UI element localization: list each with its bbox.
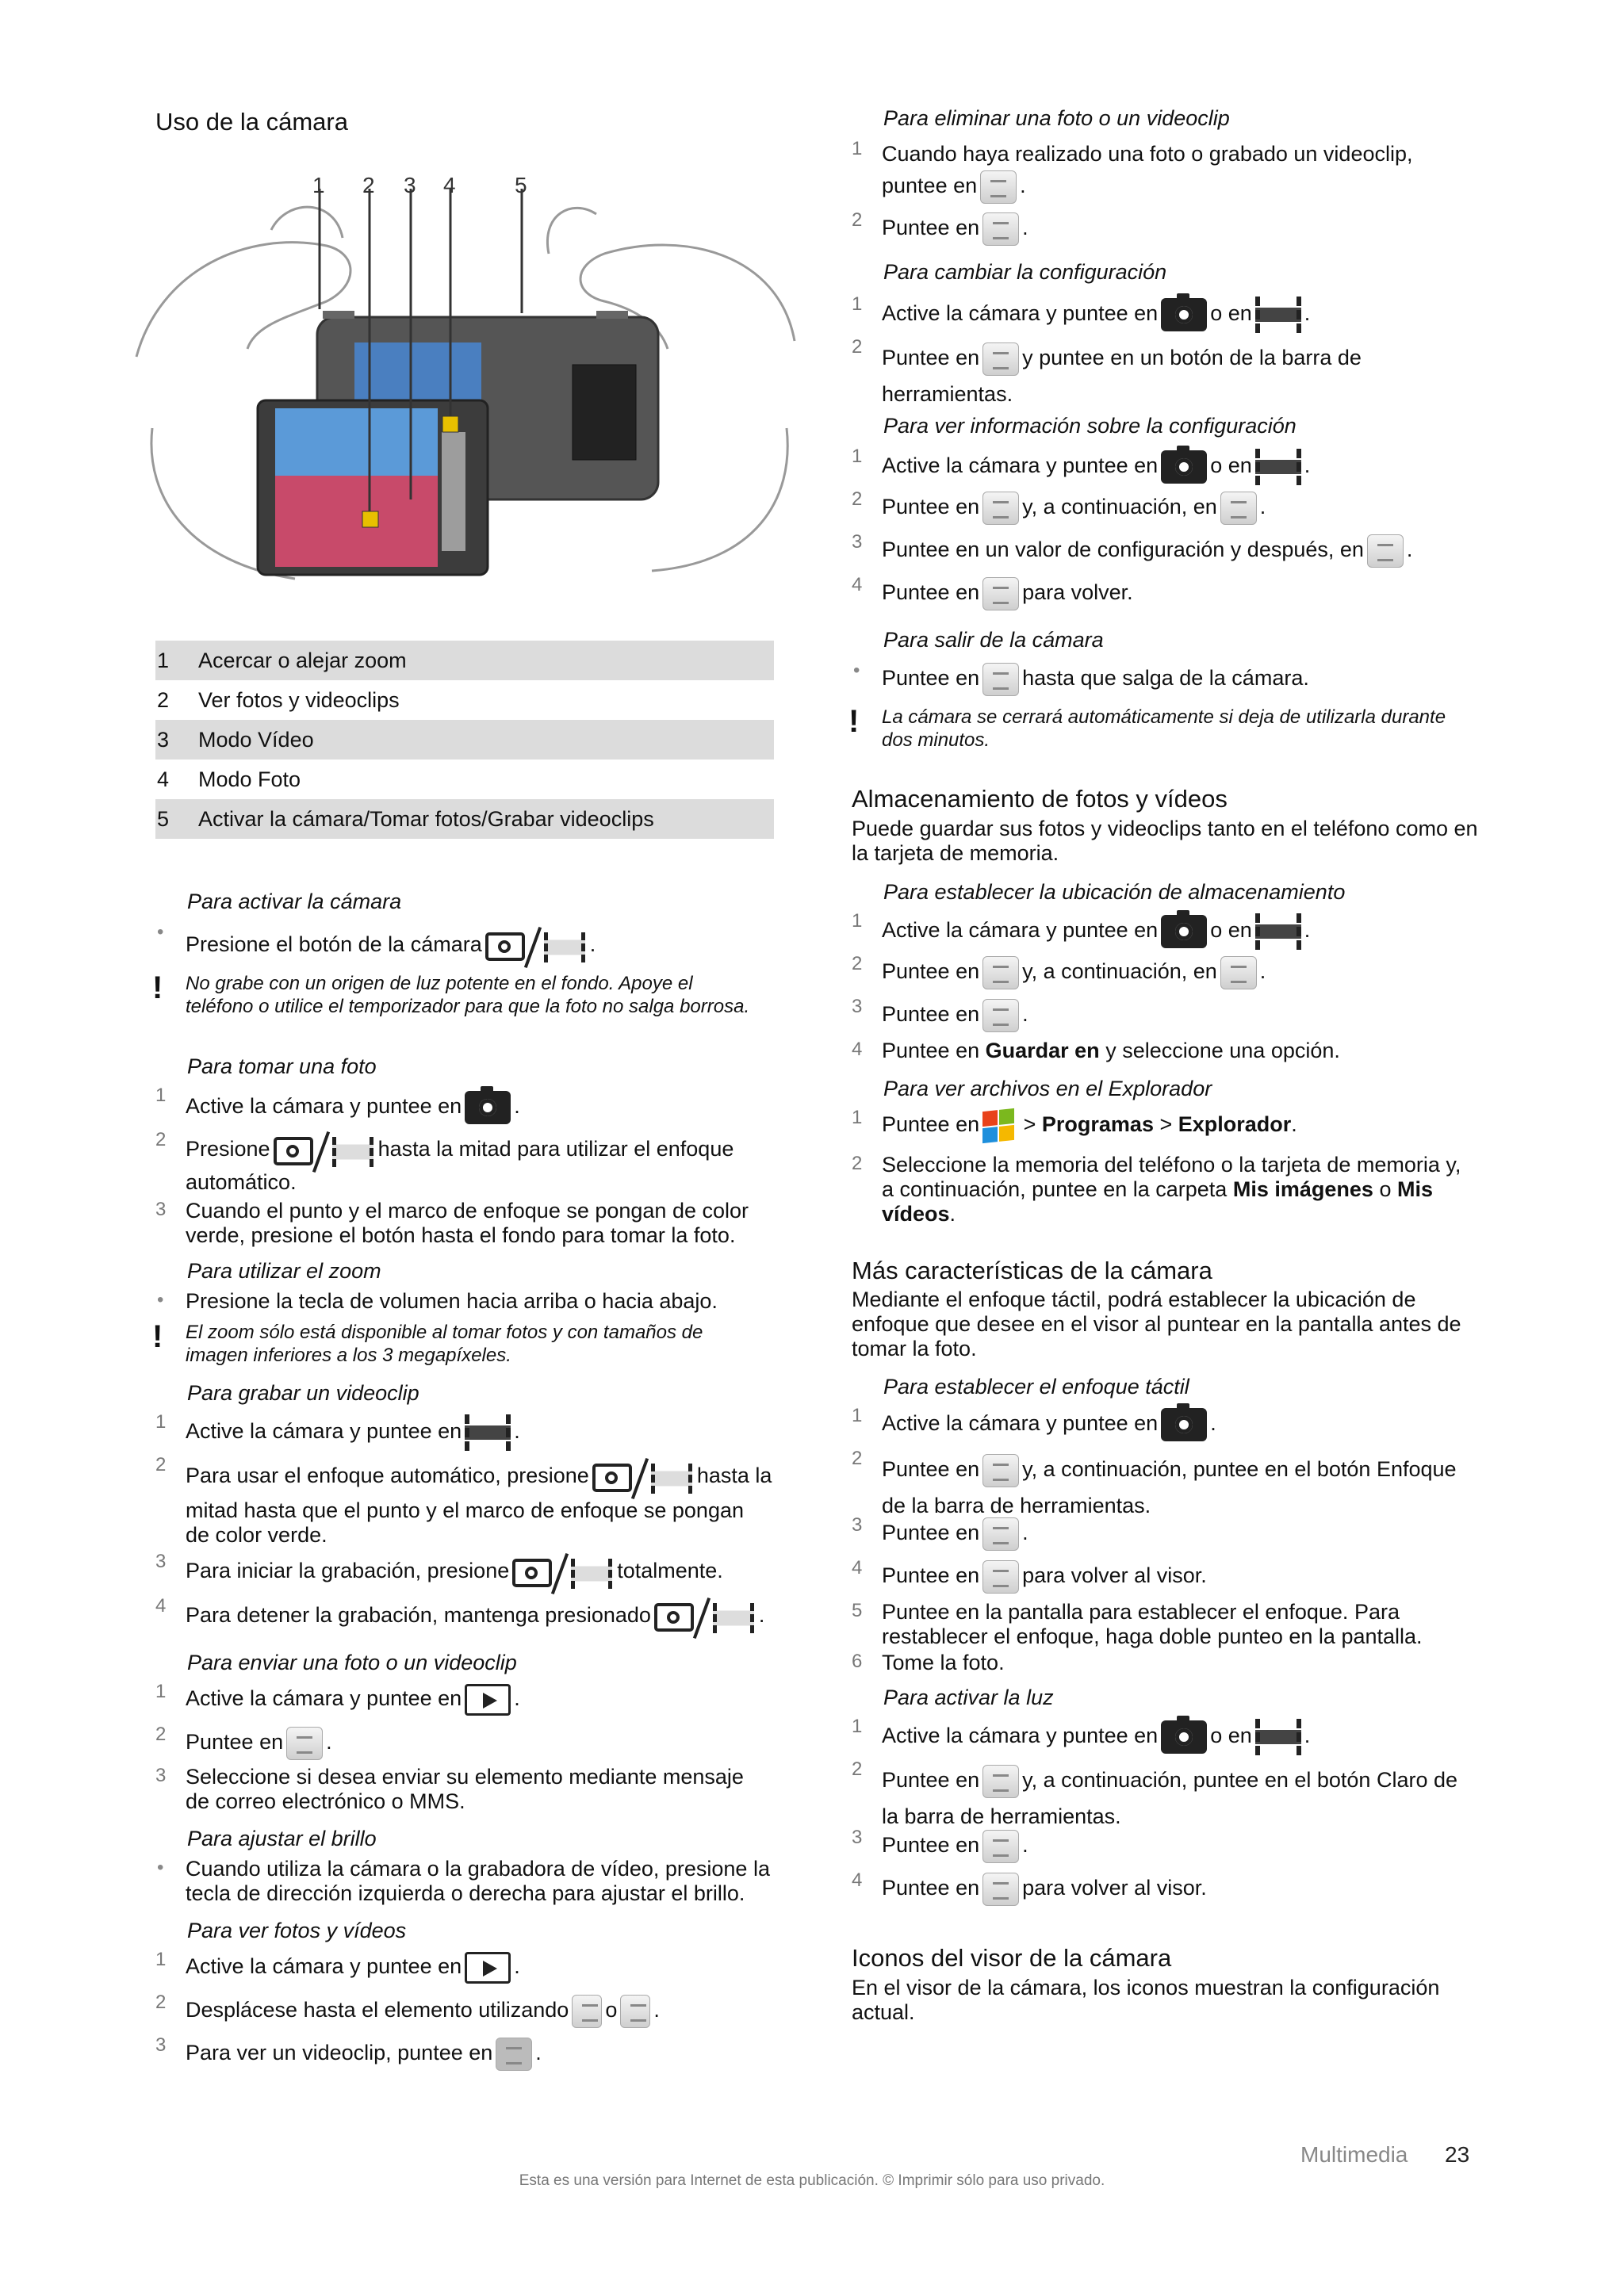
warning-note [152, 1319, 774, 1367]
step-text: Puntee en y, a continuación, en . [882, 492, 1266, 525]
subhead-config: Para cambiar la configuración [883, 260, 1167, 284]
step-text: Puntee en . [186, 1727, 332, 1760]
step-label: Seleccione la memoria del teléfono o la tarjeta de memoria y, a continuación, puntee en la carpeta [882, 1153, 1461, 1201]
back-icon[interactable] [982, 1873, 1019, 1906]
warning-note [848, 704, 1478, 752]
list-item: 4 Puntee en Guardar en y seleccione una opción. [852, 1039, 1340, 1062]
list-item: 4 Puntee en para volver al visor. [852, 1868, 1478, 1908]
intro-mas: Mediante el enfoque táctil, podrá establecer la ubicación de enfoque que desee en el visor al puntear en la pantalla antes de tomar la foto. [852, 1288, 1461, 1360]
step-label: hasta la mitad para utilizar el enfoque [377, 1137, 734, 1161]
list-item: 2 Seleccione la memoria del teléfono o la tarjeta de memoria y, a continuación, puntee en la carpeta Mis imágenes o Mis vídeos. [852, 1151, 1478, 1230]
list-item [155, 920, 774, 959]
step-text [882, 577, 1133, 610]
step-text: Active la cámara y puntee en o en . [882, 449, 1310, 485]
step-label: Puntee en [882, 580, 980, 605]
camera-icon[interactable] [465, 1091, 511, 1124]
back-icon[interactable] [982, 663, 1019, 696]
step-label: o en [1210, 1724, 1252, 1748]
step-text: Puntee en . [882, 1517, 1028, 1551]
video-mode-icon[interactable] [1255, 449, 1301, 485]
intro-iconos: En el visor de la cámara, los iconos muestran la configuración actual. [852, 1976, 1440, 2024]
list-item: 1 Active la cámara y puntee en . [852, 1403, 1478, 1443]
step-text: Puntee en > Programas > Explorador. [882, 1110, 1297, 1142]
step-text: Active la cámara y puntee en o en . [882, 1719, 1310, 1755]
step-label: Active la cámara y puntee en [882, 301, 1159, 326]
step-label: Active la cámara y puntee en [882, 453, 1159, 478]
step-label: Puntee en [882, 495, 980, 519]
video-mode-icon[interactable] [465, 1414, 511, 1451]
legend-row [155, 799, 774, 839]
bullet-icon: • [853, 660, 860, 681]
subhead-luz: Para activar la luz [883, 1686, 1054, 1709]
step-text: Puntee en . [882, 1830, 1028, 1863]
camera-key-icon [592, 1457, 694, 1497]
camera-diagram [128, 166, 801, 618]
step-label: y, a continuación, puntee en el botón Enfoque [1022, 1457, 1457, 1481]
step-text: Puntee en un valor de configuración y después, en . [882, 534, 1412, 568]
camera-icon[interactable] [1161, 1720, 1207, 1754]
step-label: Active la cámara y puntee en [186, 1686, 462, 1711]
subhead-eliminar: Para eliminar una foto o un videoclip [883, 106, 1230, 130]
note-text: El zoom sólo está disponible al tomar fotos y con tamaños de imagen inferiores a los 3 megapíxeles. [186, 1322, 703, 1366]
warning-icon: ! [152, 1319, 163, 1354]
page-number: 23 [1445, 2142, 1470, 2167]
step-text: Puntee en . [882, 212, 1028, 246]
step-label: Guardar en [985, 1039, 1100, 1062]
step-text [882, 1873, 1207, 1906]
warning-icon: ! [848, 704, 860, 739]
step-label: Presione el botón de la cámara [186, 932, 482, 957]
legend-row [155, 641, 774, 680]
step-label: para volver al visor. [1022, 1563, 1207, 1588]
step-label: Mis vídeos [882, 1177, 1433, 1226]
bullet-icon: • [157, 1289, 164, 1311]
step-text [186, 1457, 772, 1497]
legend-text: Modo Vídeo [198, 720, 774, 760]
list-item: 2 Puntee en . [852, 208, 1478, 244]
list-item: 2 Presione hasta la mitad para utilizar el enfoque automático. [155, 1127, 774, 1199]
list-item: 4 Puntee en para volver. [852, 572, 1478, 612]
step-text: Active la cámara y puntee en . [186, 1684, 520, 1716]
list-item: 4 Puntee en para volver al visor. [852, 1556, 1478, 1595]
list-item: 1 Puntee en > Programas > Explorador. [852, 1105, 1478, 1145]
step-text: Presione el botón de la cámara . [186, 926, 596, 966]
step-label: Mis imágenes [1232, 1177, 1373, 1201]
camera-key-icon [654, 1597, 756, 1636]
legend-text: Acercar o alejar zoom [198, 641, 774, 680]
legend-row [155, 680, 774, 720]
list-item: 3 Para ver un videoclip, puntee en . [155, 2033, 774, 2072]
legend-number: 3 [155, 720, 198, 760]
list-item: 3 Cuando el punto y el marco de enfoque se pongan de color verde, presione el botón hasta el fondo para tomar la foto. [155, 1196, 774, 1251]
step-text: Presione la tecla de volumen hacia arriba o hacia abajo. [186, 1289, 718, 1313]
step-label: totalmente. [617, 1559, 723, 1583]
step-label: y, a continuación, en [1022, 495, 1217, 519]
storage-icon[interactable] [982, 999, 1019, 1032]
step-text [882, 1039, 1340, 1063]
step-label: Para iniciar la grabación, presione [186, 1559, 510, 1583]
camera-icon[interactable] [1161, 450, 1207, 484]
step-label: Para detener la grabación, mantenga presionado [186, 1603, 651, 1628]
list-item: 1 Active la cámara y puntee en . [155, 1410, 774, 1449]
camera-icon[interactable] [1161, 298, 1207, 331]
list-item: 2 Puntee en y, a continuación, en . [852, 487, 1478, 526]
step-label: Active la cámara y puntee en [882, 918, 1159, 943]
legend-number: 2 [157, 687, 170, 712]
step-label: Desplácese hasta el elemento utilizando [186, 1998, 569, 2022]
subhead-brillo: Para ajustar el brillo [187, 1827, 377, 1850]
light-icon[interactable] [982, 1830, 1019, 1863]
step-label: Puntee en [882, 666, 980, 691]
legend-text: Activar la cámara/Tomar fotos/Grabar videoclips [198, 799, 774, 839]
list-item: 1 Active la cámara y puntee en . [155, 1947, 774, 1987]
step-text [186, 1552, 723, 1592]
intro-almacenamiento: Puede guardar sus fotos y videoclips tanto en el teléfono como en la tarjeta de memoria. [852, 817, 1478, 865]
step-label: Active la cámara y puntee en [882, 1411, 1159, 1436]
right-arrow-icon[interactable] [620, 1995, 650, 2028]
step-text: Active la cámara y puntee en . [186, 1952, 520, 1984]
menu-icon[interactable] [286, 1727, 323, 1760]
warning-note [152, 970, 774, 1018]
step-label: Para ver un videoclip, puntee en [186, 2041, 493, 2065]
list-item: 1 Cuando haya realizado una foto o grabado un videoclip, puntee en . [852, 136, 1478, 205]
subhead-tactil: Para establecer el enfoque táctil [883, 1375, 1189, 1399]
play-icon[interactable] [465, 1952, 511, 1984]
step-label: o [1379, 1177, 1392, 1201]
step-label: Active la cámara y puntee en [186, 1094, 462, 1119]
step-label: automático. [186, 1170, 297, 1194]
subhead-zoom: Para utilizar el zoom [187, 1259, 381, 1283]
subhead-ubicacion: Para establecer la ubicación de almacenamiento [883, 880, 1346, 904]
step-label: herramientas. [882, 382, 1013, 406]
step-label: Puntee en [882, 1563, 980, 1588]
back-icon[interactable] [982, 577, 1019, 610]
list-item: 1 Active la cámara y puntee en o en . [852, 444, 1478, 484]
section-title-mas: Más características de la cámara [852, 1257, 1212, 1284]
list-item: 3 Puntee en . [852, 1825, 1478, 1865]
step-text: Tome la foto. [882, 1651, 1005, 1674]
step-text: Active la cámara y puntee en . [186, 1091, 520, 1124]
legend-row [155, 760, 774, 799]
step-label: Puntee en [882, 1002, 980, 1027]
list-item: 4 Para detener la grabación, mantenga presionado . [155, 1592, 774, 1632]
video-mode-icon[interactable] [1255, 913, 1301, 950]
step-label: o en [1210, 918, 1252, 943]
camera-key-icon [274, 1131, 375, 1170]
list-item: 2 Puntee en . [155, 1722, 774, 1758]
step-label: Puntee en [882, 959, 980, 984]
step-label: Active la cámara y puntee en [186, 1954, 462, 1979]
list-item: 1 Active la cámara y puntee en . [155, 1679, 774, 1719]
left-arrow-icon[interactable] [572, 1995, 602, 2028]
list-item: 3 Puntee en . [852, 1513, 1478, 1552]
legend-row [155, 720, 774, 760]
step-text: Para detener la grabación, mantenga presionado . [186, 1597, 764, 1636]
step-label: Puntee en [882, 1833, 980, 1858]
camera-key-icon [485, 926, 587, 966]
camera-icon[interactable] [1161, 1408, 1207, 1441]
step-text: Cuando utiliza la cámara o la grabadora de vídeo, presione la tecla de dirección izquierda o derecha para ajustar el brillo. [186, 1857, 770, 1905]
step-label: puntee en [882, 174, 978, 197]
step-label: Puntee en [882, 1112, 980, 1137]
bullet-icon: • [157, 1857, 164, 1878]
list-item: 5 Puntee en la pantalla para establecer el enfoque. Para restablecer el enfoque, haga doble punteo en la pantalla. [852, 1598, 1478, 1651]
step-label: y seleccione una opción. [1105, 1039, 1340, 1062]
subhead-grabar: Para grabar un videoclip [187, 1381, 419, 1405]
step-label: Programas [1041, 1112, 1154, 1137]
warning-icon: ! [152, 970, 163, 1005]
step-text [882, 339, 1477, 412]
step-label: y, a continuación, en [1022, 959, 1217, 984]
list-item [155, 1855, 774, 1908]
list-item: 2 Puntee en y, a continuación, puntee en el botón Enfoque de la barra de herramientas. [852, 1446, 1478, 1514]
list-item: 2 Para usar el enfoque automático, presione hasta la mitad hasta que el punto y el marco de enfoque se pongan de color verde. [155, 1454, 772, 1547]
list-item: 1 Active la cámara y puntee en . [155, 1085, 774, 1123]
step-label: la barra de herramientas. [882, 1804, 1121, 1828]
info-icon[interactable] [1367, 534, 1404, 568]
subhead-enviar: Para enviar una foto o un videoclip [187, 1651, 517, 1674]
focus-icon[interactable] [982, 1517, 1019, 1551]
bullet-icon: • [157, 921, 164, 943]
step-text: Cuando el punto y el marco de enfoque se pongan de color verde, presione el botón hasta el fondo para tomar la foto. [186, 1199, 749, 1247]
section-title-uso-camara: Uso de la cámara [155, 108, 348, 136]
note-text: La cámara se cerrará automáticamente si deja de utilizarla durante dos minutos. [882, 706, 1446, 751]
settings-icon[interactable] [982, 342, 1019, 376]
legend-number: 4 [157, 767, 170, 791]
legend-number: 1 [155, 641, 198, 680]
diagram-number-5: 5 [515, 173, 527, 197]
step-label: hasta que salga de la cámara. [1022, 666, 1309, 691]
step-label: de la barra de herramientas. [882, 1494, 1151, 1517]
step-text: mitad hasta que el punto y el marco de enfoque se pongan de color verde. [186, 1498, 744, 1547]
list-item: 1 Active la cámara y puntee en o en . [852, 909, 1478, 948]
step-label: Explorador [1178, 1112, 1292, 1137]
step-text [186, 1131, 772, 1195]
step-label: Puntee en [882, 1457, 980, 1481]
legend-text: Ver fotos y videoclips [198, 687, 400, 712]
step-label: Active la cámara y puntee en [186, 1419, 462, 1444]
list-item: 6 Tome la foto. [852, 1651, 1005, 1674]
list-item [155, 1288, 774, 1319]
step-label: Presione [186, 1137, 270, 1161]
play-icon[interactable] [465, 1684, 511, 1716]
step-text: Seleccione si desea enviar su elemento mediante mensaje de correo electrónico o MMS. [186, 1765, 744, 1813]
step-label: para volver. [1022, 580, 1133, 605]
section-title-almacenamiento: Almacenamiento de fotos y vídeos [852, 785, 1228, 813]
diagram-number-1: 1 [312, 173, 325, 197]
step-text: Desplácese hasta el elemento utilizando o . [186, 1995, 660, 2028]
step-label: Cuando haya realizado una foto o grabado un videoclip, [882, 142, 1413, 166]
diagram-number-2: 2 [362, 173, 375, 197]
step-label: Para usar el enfoque automático, presione [186, 1464, 589, 1488]
video-thumbnail-icon[interactable] [496, 2038, 532, 2071]
step-label: Puntee en [186, 1730, 284, 1755]
settings-icon[interactable] [982, 956, 1019, 989]
list-item [852, 658, 1478, 698]
list-item: 3 Puntee en un valor de configuración y después, en . [852, 530, 1478, 569]
video-mode-icon[interactable] [1255, 297, 1301, 333]
legend-number: 5 [155, 799, 198, 839]
chevron-down-icon[interactable] [1220, 492, 1257, 525]
list-item: 1 Active la cámara y puntee en o en . [852, 292, 1478, 331]
footer-note: Esta es una versión para Internet de esta publicación. © Imprimir sólo para uso privado. [519, 2172, 1105, 2189]
legend-text: Modo Foto [198, 767, 301, 791]
list-item: 3 Para iniciar la grabación, presione totalmente. [155, 1549, 774, 1587]
list-item: 1 Active la cámara y puntee en o en . [852, 1714, 1478, 1754]
list-item: 3 Seleccione si desea enviar su elemento mediante mensaje de correo electrónico o MMS. [155, 1763, 774, 1816]
step-text: Active la cámara y puntee en . [186, 1414, 520, 1451]
step-text: Active la cámara y puntee en o en . [882, 913, 1310, 950]
list-item: 2 Puntee en y, a continuación, en . [852, 951, 1478, 991]
step-label: Puntee en [882, 346, 980, 369]
subhead-tomar: Para tomar una foto [187, 1054, 377, 1078]
menu-icon[interactable] [980, 170, 1017, 204]
windows-start-icon[interactable] [982, 1108, 1014, 1143]
step-label: Puntee en [882, 1876, 980, 1900]
step-text [882, 1560, 1207, 1594]
step-label: y, a continuación, puntee en el botón Claro de [1022, 1768, 1457, 1792]
step-label: hasta la [696, 1464, 772, 1488]
list-item: 2 Puntee en y, a continuación, puntee en el botón Claro de la barra de herramientas. [852, 1757, 1478, 1825]
step-label: Active la cámara y puntee en [882, 1724, 1159, 1748]
camera-key-icon [512, 1552, 614, 1592]
subhead-salir: Para salir de la cámara [883, 628, 1104, 652]
settings-icon[interactable] [982, 1454, 1019, 1487]
step-label: para volver al visor. [1022, 1876, 1207, 1900]
step-text: Active la cámara y puntee en o en . [882, 297, 1310, 333]
step-label: y puntee en un botón de la barra de [1022, 346, 1362, 369]
trash-icon[interactable] [982, 212, 1019, 246]
step-text: Puntee en la pantalla para establecer el enfoque. Para restablecer el enfoque, haga doble punteo en la pantalla. [882, 1600, 1423, 1648]
camera-icon[interactable] [1161, 915, 1207, 948]
diagram-number-3: 3 [404, 173, 416, 197]
back-icon[interactable] [982, 1560, 1019, 1594]
step-label: o [605, 1998, 618, 2022]
step-text: Puntee en . [882, 999, 1028, 1032]
diagram-number-4: 4 [443, 173, 456, 197]
step-text: Puntee en y, a continuación, en . [882, 956, 1266, 989]
step-label: Puntee en [882, 1521, 980, 1545]
list-item: 2 Desplácese hasta el elemento utilizando o . [155, 1990, 774, 2030]
chevron-down-icon[interactable] [1220, 956, 1257, 989]
note-text: No grabe con un origen de luz potente en el fondo. Apoye el teléfono o utilice el temporizador para que la foto no salga borrosa. [186, 973, 750, 1017]
section-title-iconos: Iconos del visor de la cámara [852, 1944, 1172, 1972]
step-text: Seleccione la memoria del teléfono o la tarjeta de memoria y, a continuación, puntee en la carpeta Mis imágenes o Mis vídeos. [882, 1153, 1461, 1226]
step-text [882, 663, 1309, 696]
step-label: o en [1210, 301, 1252, 326]
step-label: Puntee en [882, 216, 980, 240]
settings-icon[interactable] [982, 1765, 1019, 1798]
subhead-verfotos: Para ver fotos y vídeos [187, 1919, 407, 1942]
step-label: o en [1210, 453, 1252, 478]
list-item: 2 Puntee en y puntee en un botón de la barra de herramientas. [852, 335, 1478, 404]
step-text: Para ver un videoclip, puntee en . [186, 2038, 542, 2071]
step-text: Active la cámara y puntee en . [882, 1408, 1216, 1441]
step-text [882, 1762, 1484, 1835]
subhead-activar: Para activar la cámara [187, 890, 402, 913]
list-item: 3 Puntee en . [852, 994, 1478, 1034]
step-text: Cuando haya realizado una foto o grabado un videoclip, puntee en . [882, 138, 1477, 204]
video-mode-icon[interactable] [1255, 1719, 1301, 1755]
footer-section: Multimedia [1300, 2142, 1408, 2167]
legend-table [155, 641, 774, 839]
subhead-explorador: Para ver archivos en el Explorador [883, 1077, 1212, 1100]
step-label: Puntee en un valor de configuración y después, en [882, 538, 1364, 562]
step-label: Puntee en [882, 1039, 980, 1062]
subhead-info: Para ver información sobre la configuración [883, 414, 1297, 438]
step-label: Puntee en [882, 1768, 980, 1792]
camera-diagram-illustration [128, 166, 801, 618]
settings-icon[interactable] [982, 492, 1019, 525]
